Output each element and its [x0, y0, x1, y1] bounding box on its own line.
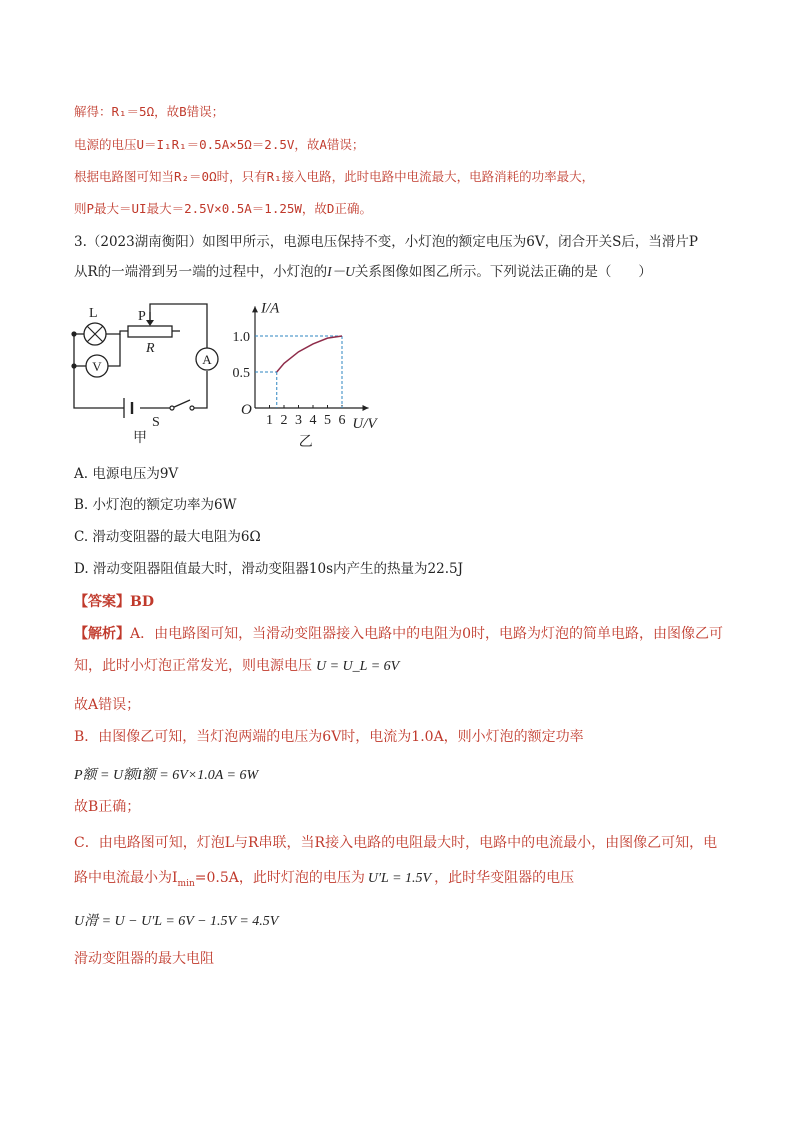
answer-line — [74, 594, 154, 611]
question-iu-math: I－U — [327, 264, 355, 279]
option-d: D. 滑动变阻器阻值最大时，滑动变阻器10s内产生的热量为22.5J — [74, 561, 464, 577]
y-axis-arrow — [252, 306, 258, 312]
analysis-c-text-pre: 路中电流最小为I — [74, 870, 178, 886]
label-P: P — [138, 309, 146, 324]
analysis-a-line-1 — [74, 626, 723, 643]
answer-value: BD — [130, 594, 154, 610]
question-line-2 — [74, 264, 652, 280]
option-c: C. 滑动变阻器的最大电阻为6Ω — [74, 529, 261, 545]
question-line-2-pre: 从R的一端滑到另一端的过程中，小灯泡的 — [74, 264, 328, 280]
x-tick-label: 6 — [338, 413, 346, 428]
x-tick-label: 5 — [324, 413, 331, 428]
x-axis-label: U/V — [352, 416, 377, 432]
label-R: R — [146, 341, 155, 356]
iu-curve — [277, 336, 342, 372]
analysis-c-math-u-slide: U滑 = U − U′L = 6V − 1.5V = 4.5V — [74, 914, 279, 929]
iu-chart — [225, 290, 395, 450]
analysis-b-math: P额 = U额I额 = 6V×1.0A = 6W — [74, 768, 259, 783]
analysis-b-line-3: 故B正确； — [74, 799, 141, 815]
analysis-c-text-mid: =0.5A，此时灯泡的电压为 — [194, 870, 365, 886]
y-tick-label: 1.0 — [232, 330, 250, 345]
lamp-icon — [84, 323, 106, 345]
solution-line-1: 解得：R₁＝5Ω，故B错误； — [74, 104, 225, 119]
label-S: S — [152, 415, 160, 430]
analysis-a-math: U = U_L = 6V — [316, 659, 400, 674]
solution-line-4: 则P最大＝UI最大＝2.5V×0.5A＝1.25W，故D正确。 — [74, 201, 372, 216]
x-axis-arrow — [363, 405, 369, 411]
ammeter-icon — [196, 348, 218, 370]
y-axis-label: I/A — [261, 300, 280, 317]
x-tick-label: 1 — [266, 413, 273, 428]
circuit-diagram — [60, 296, 220, 432]
x-tick-label: 4 — [309, 413, 317, 428]
analysis-c-line-2 — [74, 870, 574, 890]
analysis-c-math-ul: U′L = 1.5V — [367, 871, 432, 886]
voltmeter-icon — [86, 355, 108, 377]
origin-label: O — [241, 402, 252, 418]
analysis-c-text-post: ，此时华变阻器的电压 — [434, 870, 575, 886]
option-b: B. 小灯泡的额定功率为6W — [74, 497, 237, 513]
question-line-1: 3.（2023湖南衡阳）如图甲所示，电源电压保持不变，小灯泡的额定电压为6V，闭合开关S后，当滑片P — [74, 234, 698, 250]
analysis-c-line-1: C．由电路图可知，灯泡L与R串联，当R接入电路的电阻最大时，电路中的电流最小，由图像乙可知，电 — [74, 835, 718, 851]
analysis-c-sub: min — [177, 878, 195, 889]
y-tick-label: 0.5 — [232, 366, 250, 381]
x-tick-label: 2 — [280, 413, 288, 428]
analysis-c-line-4: 滑动变阻器的最大电阻 — [74, 951, 214, 967]
analysis-b-line-1: B．由图像乙可知，当灯泡两端的电压为6V时，电流为1.0A，则小灯泡的额定功率 — [74, 729, 584, 745]
solution-line-3: 根据电路图可知当R₂＝0Ω时，只有R₁接入电路，此时电路中电流最大，电路消耗的功率最大， — [74, 169, 595, 184]
label-L: L — [89, 306, 98, 321]
option-a: A. 电源电压为9V — [74, 466, 179, 482]
x-tick-label: 3 — [295, 413, 302, 428]
answer-tag: 【答案】 — [74, 594, 130, 610]
svg-text:V: V — [92, 359, 102, 374]
question-line-2-post: 关系图像如图乙所示。下列说法正确的是（ ） — [354, 264, 652, 280]
figure-yi-caption: 乙 — [298, 435, 313, 450]
analysis-a-line-2 — [74, 658, 399, 676]
analysis-tag: 【解析】 — [74, 626, 130, 642]
analysis-a-line-3: 故A错误； — [74, 697, 141, 713]
figure-jia-caption: 甲 — [133, 430, 147, 446]
analysis-a-text-1: A．由电路图可知，当滑动变阻器接入电路中的电阻为0时，电路为灯泡的简单电路，由图像乙可 — [130, 626, 724, 642]
analysis-a-text-2: 知，此时小灯泡正常发光，则电源电压 — [74, 658, 312, 674]
solution-line-2: 电源的电压U＝I₁R₁＝0.5A×5Ω＝2.5V，故A错误； — [74, 137, 365, 152]
svg-text:A: A — [202, 352, 212, 367]
